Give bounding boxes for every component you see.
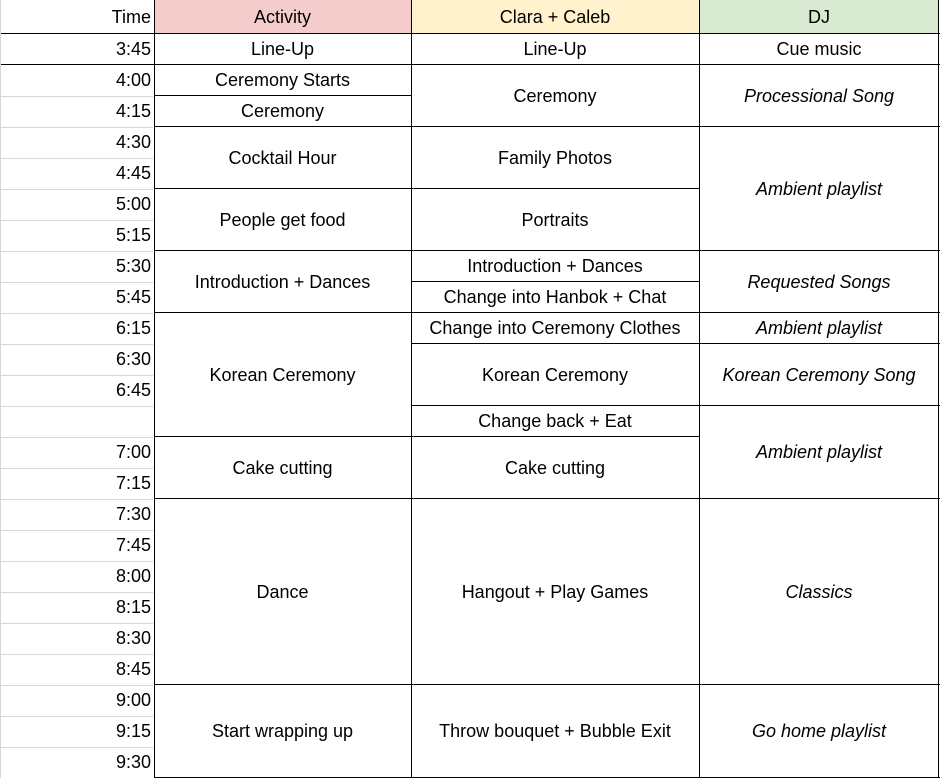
column-border — [411, 0, 412, 778]
activity-start-wrapping-up[interactable]: Start wrapping up — [211, 721, 354, 741]
time-cell[interactable]: 8:30 — [115, 628, 151, 648]
dj-korean-ceremony-song[interactable]: Korean Ceremony Song — [722, 364, 916, 385]
couple-portraits[interactable]: Portraits — [521, 209, 589, 230]
activity-introduction-dances[interactable]: Introduction + Dances — [194, 271, 371, 292]
couple-change-into-ceremony-clothes[interactable]: Change into Ceremony Clothes — [429, 318, 681, 338]
header-dj[interactable]: DJ — [699, 0, 939, 34]
header-time[interactable]: Time — [111, 6, 151, 27]
dj-ambient-playlist[interactable]: Ambient playlist — [755, 318, 883, 338]
dj-go-home-playlist[interactable]: Go home playlist — [751, 721, 887, 741]
dj-classics[interactable]: Classics — [785, 581, 853, 602]
time-cell[interactable] — [0, 406, 154, 437]
time-cell[interactable]: 4:00 — [115, 70, 151, 90]
cell-border — [154, 777, 412, 778]
activity-cocktail-hour[interactable]: Cocktail Hour — [228, 147, 337, 168]
activity-line-up[interactable]: Line-Up — [250, 39, 315, 59]
time-cell[interactable]: 8:00 — [115, 566, 151, 586]
time-cell[interactable]: 5:15 — [115, 225, 151, 245]
time-cell[interactable]: 8:45 — [115, 659, 151, 679]
activity-cake-cutting[interactable]: Cake cutting — [232, 457, 333, 478]
time-cell[interactable]: 9:00 — [115, 690, 151, 710]
couple-ceremony[interactable]: Ceremony — [513, 85, 597, 106]
time-cell[interactable]: 4:15 — [115, 101, 151, 121]
dj-processional-song[interactable]: Processional Song — [743, 85, 895, 106]
time-cell[interactable]: 9:30 — [115, 752, 151, 772]
activity-korean-ceremony[interactable]: Korean Ceremony — [209, 364, 356, 385]
time-cell[interactable]: 7:30 — [115, 504, 151, 524]
couple-throw-bouquet[interactable]: Throw bouquet + Bubble Exit — [439, 721, 671, 741]
dj-requested-songs[interactable]: Requested Songs — [747, 271, 891, 292]
left-edge — [0, 0, 1, 778]
time-cell[interactable]: 9:15 — [115, 721, 151, 741]
time-cell[interactable]: 7:15 — [115, 473, 151, 493]
row-border — [0, 33, 940, 34]
time-cell[interactable]: 7:00 — [115, 442, 151, 462]
dj-ambient-playlist[interactable]: Ambient playlist — [755, 442, 883, 462]
couple-cake-cutting[interactable]: Cake cutting — [504, 457, 606, 478]
couple-change-back-eat[interactable]: Change back + Eat — [478, 411, 632, 431]
cell-border — [699, 777, 940, 778]
header-activity[interactable]: Activity — [154, 0, 411, 34]
time-cell[interactable]: 4:30 — [115, 132, 151, 152]
activity-dance[interactable]: Dance — [256, 581, 309, 602]
time-cell[interactable]: 7:45 — [115, 535, 151, 555]
activity-people-get-food[interactable]: People get food — [219, 209, 346, 230]
time-cell[interactable]: 6:15 — [115, 318, 151, 338]
couple-family-photos[interactable]: Family Photos — [497, 147, 613, 168]
activity-ceremony-starts[interactable]: Ceremony Starts — [214, 70, 351, 90]
activity-ceremony[interactable]: Ceremony — [240, 101, 325, 121]
couple-introduction-dances[interactable]: Introduction + Dances — [467, 256, 643, 276]
time-cell[interactable]: 6:30 — [115, 349, 151, 369]
time-cell[interactable]: 5:00 — [115, 194, 151, 214]
time-cell[interactable]: 8:15 — [115, 597, 151, 617]
couple-line-up[interactable]: Line-Up — [523, 39, 587, 59]
couple-hangout-play-games[interactable]: Hangout + Play Games — [461, 581, 649, 602]
time-cell[interactable]: 5:45 — [115, 287, 151, 307]
column-border — [154, 0, 155, 778]
row-border — [0, 64, 940, 65]
time-cell[interactable]: 3:45 — [115, 39, 151, 59]
couple-korean-ceremony[interactable]: Korean Ceremony — [481, 364, 629, 385]
time-cell[interactable]: 4:45 — [115, 163, 151, 183]
column-border — [938, 0, 939, 778]
time-cell[interactable]: 6:45 — [115, 380, 151, 400]
header-clara-caleb[interactable]: Clara + Caleb — [411, 0, 699, 34]
time-cell[interactable]: 5:30 — [115, 256, 151, 276]
dj-cue-music[interactable]: Cue music — [776, 39, 862, 59]
couple-change-into-hanbok[interactable]: Change into Hanbok + Chat — [443, 287, 667, 307]
column-border — [699, 0, 700, 778]
dj-ambient-playlist[interactable]: Ambient playlist — [755, 178, 883, 199]
cell-border — [411, 777, 700, 778]
